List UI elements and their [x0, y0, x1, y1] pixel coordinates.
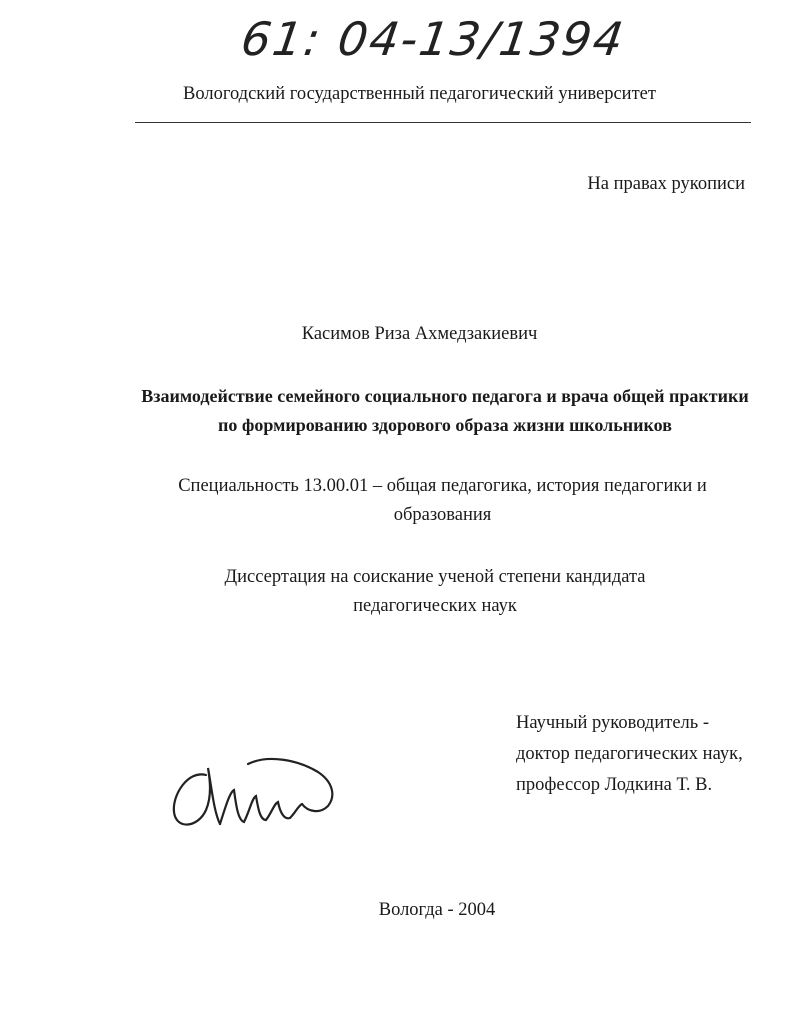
specialty-line-1: Специальность 13.00.01 – общая педагогика, история педагогики и: [178, 476, 707, 496]
degree-statement: [200, 563, 670, 621]
advisor-role: Научный руководитель -: [516, 713, 709, 733]
dissertation-title: [130, 382, 760, 440]
author-name: Касимов Риза Ахмедзакиевич: [301, 324, 538, 344]
archive-code: 61: 04-13/1394: [237, 12, 629, 66]
title-line-1: Взаимодействие семейного социального педагога и врача общей практики: [141, 386, 749, 406]
header-divider: [135, 122, 751, 123]
specialty: [170, 472, 715, 530]
city-year: Вологда - 2004: [378, 900, 496, 920]
scientific-advisor: [516, 708, 743, 801]
degree-line-2: педагогических наук: [353, 596, 517, 616]
degree-line-1: Диссертация на соискание ученой степени кандидата: [224, 567, 646, 587]
handwritten-signature: [168, 750, 348, 840]
advisor-name: профессор Лодкина Т. В.: [516, 775, 713, 795]
title-line-2: по формированию здорового образа жизни школьников: [218, 415, 672, 435]
university-name: Вологодский государственный педагогический университет: [183, 84, 656, 104]
advisor-title: доктор педагогических наук,: [516, 744, 743, 764]
specialty-line-2: образования: [393, 505, 492, 525]
manuscript-note: На правах рукописи: [587, 174, 745, 194]
